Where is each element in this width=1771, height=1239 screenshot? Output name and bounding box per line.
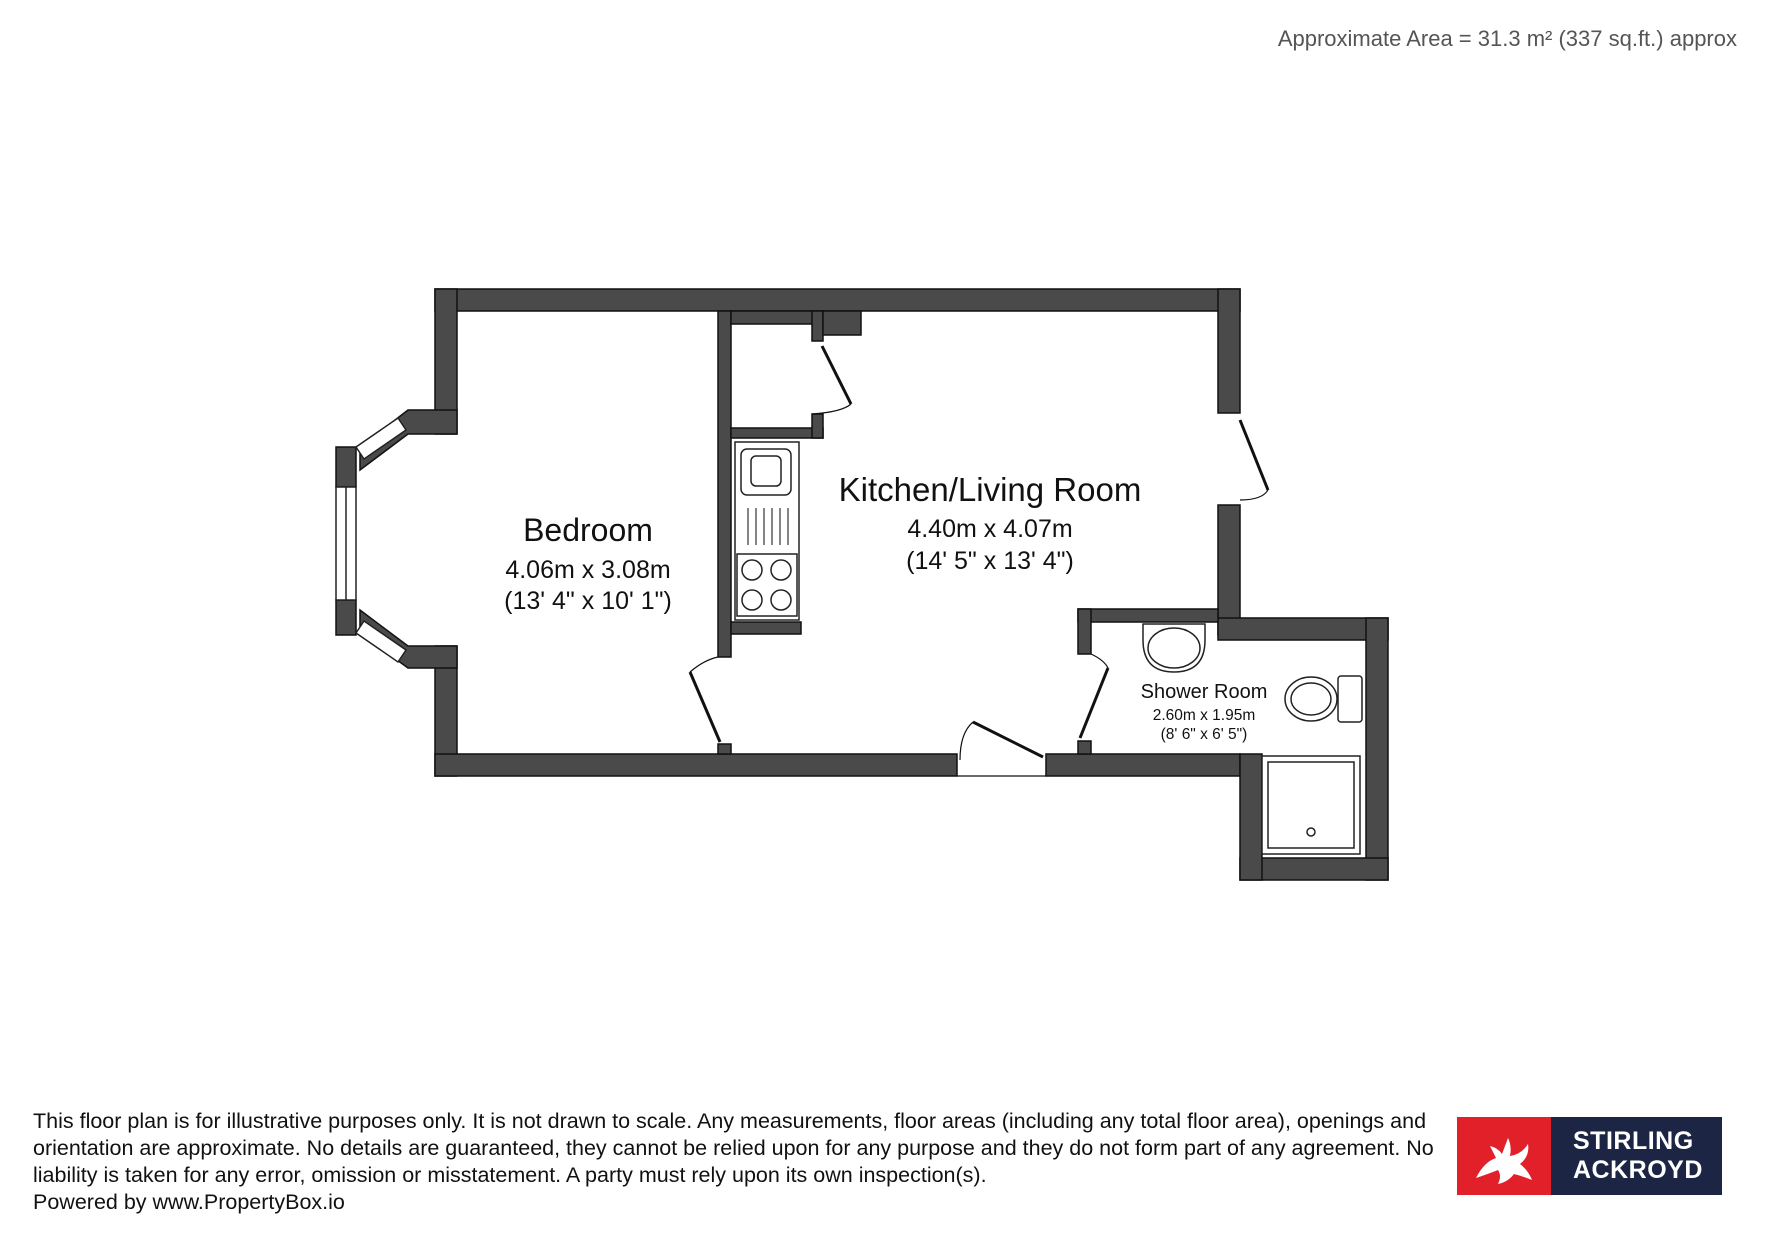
wall-partition <box>718 311 731 657</box>
kitchen-living-name: Kitchen/Living Room <box>838 471 1142 508</box>
walls <box>336 289 1388 880</box>
wall-bottom-mid <box>1046 754 1240 776</box>
entrance-door <box>973 722 1043 757</box>
wall-cupboard-bottom <box>731 428 823 438</box>
wall-right-lower <box>1218 505 1240 635</box>
wall-chimney <box>823 311 861 335</box>
wall-shower-left <box>1240 754 1262 880</box>
kitchen-side-door <box>1240 420 1268 490</box>
kitchen-living-imperial: (14' 5" x 13' 4") <box>906 547 1074 575</box>
wall-cupboard-right-stub <box>812 311 823 341</box>
shower-room-name: Shower Room <box>1140 681 1268 703</box>
disclaimer <box>33 1108 1443 1216</box>
wall-top <box>435 289 1240 311</box>
kitchen-living-metric: 4.40m x 4.07m <box>907 515 1073 543</box>
bedroom-imperial: (13' 4" x 10' 1") <box>504 587 672 615</box>
logo-wordmark <box>1551 1117 1722 1195</box>
room-labels <box>504 471 1267 743</box>
wall-shower-top <box>1218 618 1388 640</box>
stirling-ackroyd-logo <box>1457 1117 1722 1195</box>
shower-room-metric: 2.60m x 1.95m <box>1152 707 1256 724</box>
cupboard-door <box>822 346 851 404</box>
kitchen-units <box>735 442 799 620</box>
wall-bay-side-upper <box>336 447 356 487</box>
logo-line1: STIRLING <box>1573 1127 1694 1155</box>
wall-bottom-left <box>435 754 957 776</box>
wall-shower-inner-left <box>1078 609 1091 654</box>
powered-by-text: Powered by www.PropertyBox.io <box>33 1190 345 1214</box>
logo-line2: ACKROYD <box>1573 1156 1703 1184</box>
wall-shower-door-stub <box>1078 741 1091 754</box>
bedroom-door <box>690 672 720 742</box>
wall-shower-right <box>1366 618 1388 880</box>
wall-bay-side-lower <box>336 600 356 635</box>
toilet-cistern-icon <box>1338 676 1362 722</box>
bedroom-metric: 4.06m x 3.08m <box>505 556 671 584</box>
wall-right-upper <box>1218 289 1240 413</box>
wall-partition-stub <box>718 744 731 754</box>
wall-kitchen-bottom <box>731 622 801 634</box>
shower-room-door <box>1080 668 1108 738</box>
approximate-area-text: Approximate Area = 31.3 m² (337 sq.ft.) approx <box>1277 26 1737 51</box>
shower-room-imperial: (8' 6" x 6' 5") <box>1160 726 1248 743</box>
bedroom-name: Bedroom <box>523 512 653 548</box>
wall-cupboard-top <box>731 311 823 324</box>
shower-drain-icon <box>1307 828 1315 836</box>
griffin-icon <box>1468 1124 1540 1188</box>
logo-emblem <box>1457 1117 1551 1195</box>
wall-cupboard-right-lower <box>812 414 823 438</box>
disclaimer-text: This floor plan is for illustrative purposes only. It is not drawn to scale. Any measurements, floor areas (including any total floor area), openings and orientation are approximate. No details are guaranteed, they cannot be relied upon for any purpose and they do not form part of any agreement. No liability is taken for any error, omission or misstatement. A party must rely upon its own inspection(s). <box>33 1109 1434 1187</box>
wall-shower-inner-top <box>1078 609 1218 622</box>
